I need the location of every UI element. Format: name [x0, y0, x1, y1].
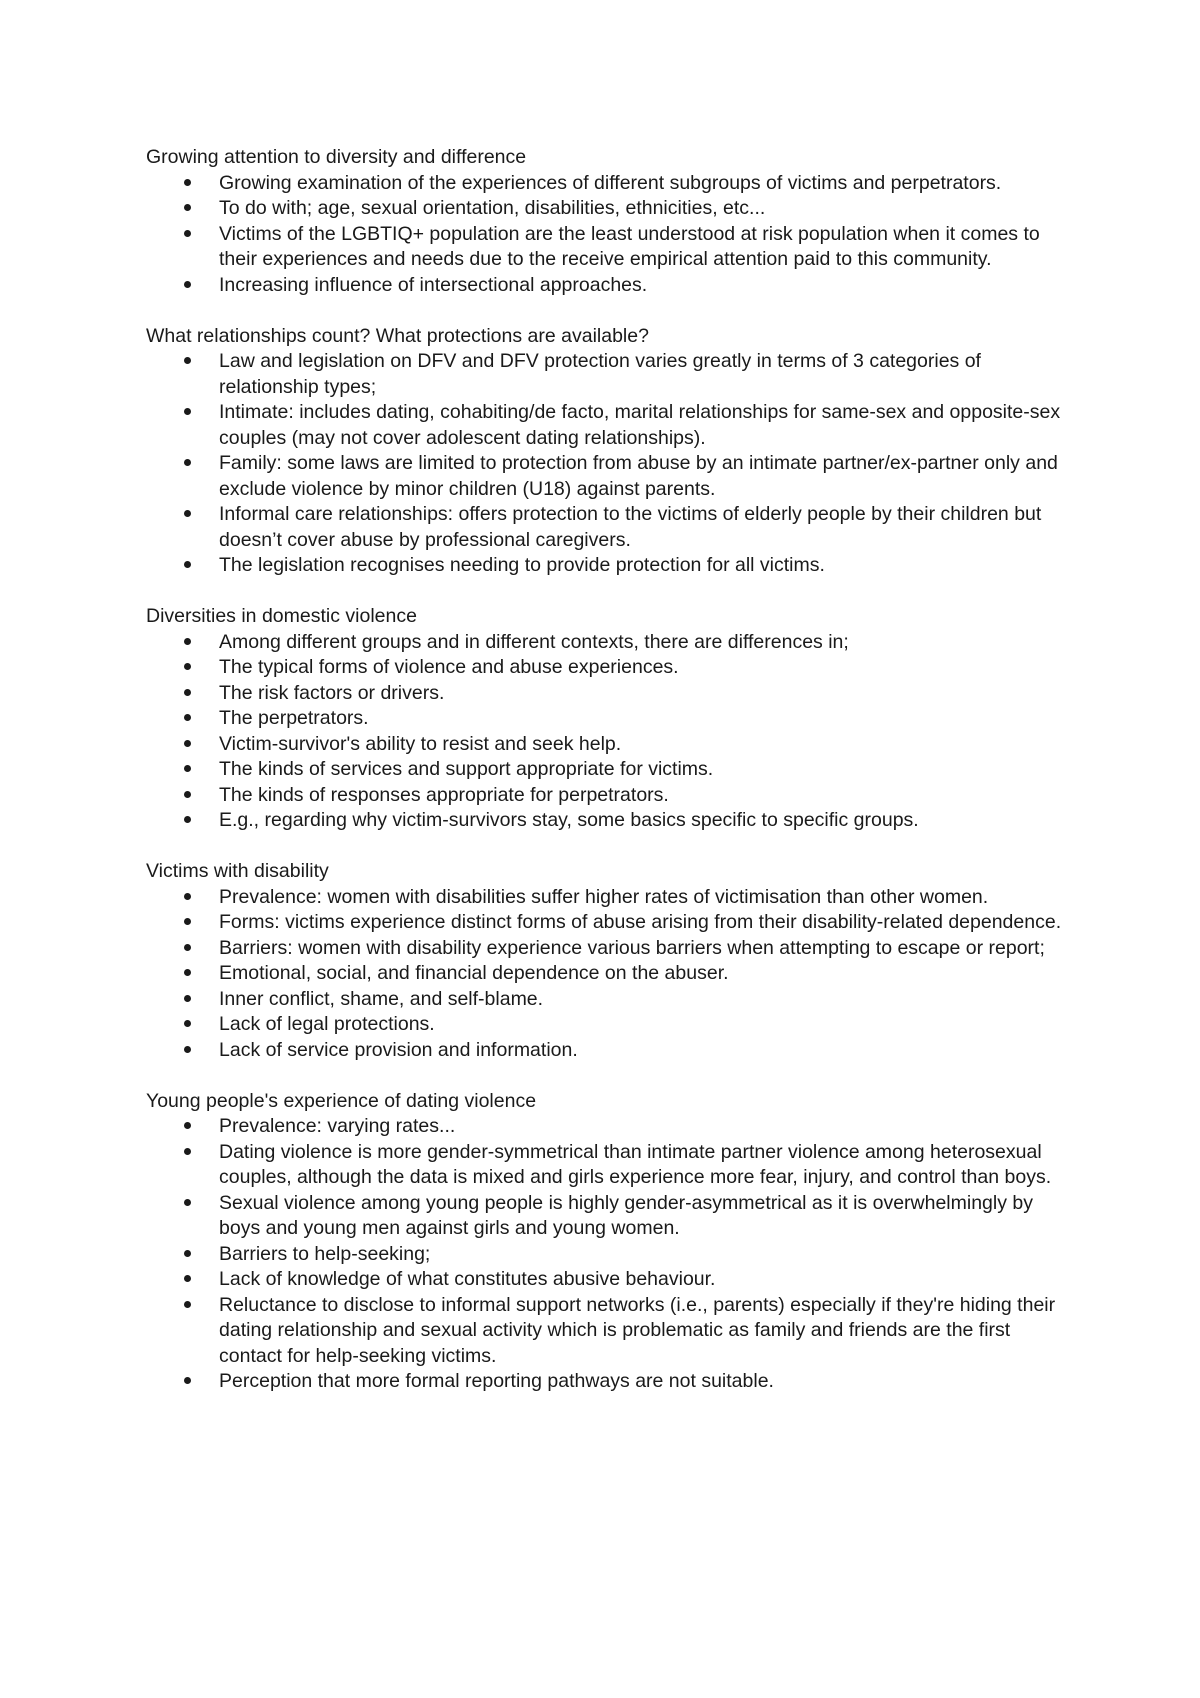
- section-heading: Victims with disability: [146, 860, 329, 882]
- bullet-icon: [184, 357, 191, 364]
- list-item: Prevalence: varying rates...: [219, 1114, 1076, 1140]
- list-item: The legislation recognises needing to provide protection for all victims.: [219, 553, 1076, 579]
- bullet-icon: [184, 816, 191, 823]
- bullet-list: [146, 1114, 1076, 1395]
- list-item: Inner conflict, shame, and self-blame.: [219, 987, 1076, 1013]
- section-disability: [146, 859, 1076, 1063]
- section-heading: Diversities in domestic violence: [146, 605, 417, 627]
- bullet-list: [146, 885, 1076, 1064]
- bullet-icon: [184, 714, 191, 721]
- bullet-icon: [184, 791, 191, 798]
- bullet-icon: [184, 459, 191, 466]
- bullet-icon: [184, 1148, 191, 1155]
- bullet-icon: [184, 1377, 191, 1384]
- bullet-icon: [184, 740, 191, 747]
- section-diversity: [146, 145, 1076, 298]
- bullet-icon: [184, 689, 191, 696]
- document-page: [146, 145, 1076, 1420]
- list-item: Increasing influence of intersectional approaches.: [219, 273, 1076, 299]
- list-item: Victims of the LGBTIQ+ population are the least understood at risk population when it comes to their experiences and needs due to the receive empirical attention paid to this community.: [219, 222, 1076, 273]
- list-item: Dating violence is more gender-symmetrical than intimate partner violence among heterosexual couples, although the data is mixed and girls experience more fear, injury, and control than boys.: [219, 1140, 1076, 1191]
- list-item: Law and legislation on DFV and DFV protection varies greatly in terms of 3 categories of relationship types;: [219, 349, 1076, 400]
- bullet-icon: [184, 1250, 191, 1257]
- section-heading: What relationships count? What protections are available?: [146, 324, 649, 347]
- list-item: The kinds of services and support appropriate for victims.: [219, 757, 1076, 783]
- section-heading: Young people's experience of dating violence: [146, 1089, 537, 1112]
- list-item: Family: some laws are limited to protection from abuse by an intimate partner/ex-partner only and exclude violence by minor children (U18) against parents.: [219, 451, 1076, 502]
- list-item: To do with; age, sexual orientation, disabilities, ethnicities, etc...: [219, 196, 1076, 222]
- list-item: Barriers to help-seeking;: [219, 1242, 1076, 1268]
- bullet-icon: [184, 204, 191, 211]
- list-item: The risk factors or drivers.: [219, 681, 1076, 707]
- list-item: Lack of service provision and information.: [219, 1038, 1076, 1064]
- list-item: Sexual violence among young people is highly gender-asymmetrical as it is overwhelmingly by boys and young men against girls and young women.: [219, 1191, 1076, 1242]
- bullet-icon: [184, 1199, 191, 1206]
- bullet-icon: [184, 179, 191, 186]
- section-heading: Growing attention to diversity and difference: [146, 146, 527, 168]
- list-item: Emotional, social, and financial dependence on the abuser.: [219, 961, 1076, 987]
- bullet-icon: [184, 408, 191, 415]
- list-item: Lack of legal protections.: [219, 1012, 1076, 1038]
- bullet-icon: [184, 1301, 191, 1308]
- section-diversities: [146, 604, 1076, 834]
- section-dating-violence: [146, 1089, 1076, 1395]
- bullet-icon: [184, 893, 191, 900]
- bullet-icon: [184, 510, 191, 517]
- bullet-icon: [184, 1122, 191, 1129]
- list-item: Prevalence: women with disabilities suffer higher rates of victimisation than other women.: [219, 885, 1076, 911]
- bullet-icon: [184, 944, 191, 951]
- bullet-icon: [184, 230, 191, 237]
- bullet-icon: [184, 1275, 191, 1282]
- bullet-list: [146, 349, 1076, 579]
- list-item: Perception that more formal reporting pathways are not suitable.: [219, 1369, 1076, 1395]
- list-item: Reluctance to disclose to informal support networks (i.e., parents) especially if they're hiding their dating relationship and sexual activity which is problematic as family and friends are the first contact for help-seeking victims.: [219, 1293, 1076, 1370]
- list-item: The typical forms of violence and abuse experiences.: [219, 655, 1076, 681]
- bullet-icon: [184, 765, 191, 772]
- list-item: The perpetrators.: [219, 706, 1076, 732]
- list-item: E.g., regarding why victim-survivors stay, some basics specific to specific groups.: [219, 808, 1076, 834]
- list-item: Victim-survivor's ability to resist and seek help.: [219, 732, 1076, 758]
- section-relationships: [146, 324, 1076, 579]
- bullet-icon: [184, 918, 191, 925]
- bullet-icon: [184, 281, 191, 288]
- list-item: Intimate: includes dating, cohabiting/de facto, marital relationships for same-sex and opposite-sex couples (may not cover adolescent dating relationships).: [219, 400, 1076, 451]
- list-item: The kinds of responses appropriate for perpetrators.: [219, 783, 1076, 809]
- list-item: Lack of knowledge of what constitutes abusive behaviour.: [219, 1267, 1076, 1293]
- bullet-icon: [184, 1020, 191, 1027]
- list-item: Forms: victims experience distinct forms of abuse arising from their disability-related dependence.: [219, 910, 1076, 936]
- bullet-icon: [184, 995, 191, 1002]
- list-item: Growing examination of the experiences of different subgroups of victims and perpetrators.: [219, 171, 1076, 197]
- bullet-icon: [184, 969, 191, 976]
- list-item: Informal care relationships: offers protection to the victims of elderly people by their children but doesn’t cover abuse by professional caregivers.: [219, 502, 1076, 553]
- bullet-icon: [184, 561, 191, 568]
- bullet-icon: [184, 1046, 191, 1053]
- bullet-list: [146, 171, 1076, 299]
- list-item: Among different groups and in different contexts, there are differences in;: [219, 630, 1076, 656]
- list-item: Barriers: women with disability experience various barriers when attempting to escape or report;: [219, 936, 1076, 962]
- bullet-icon: [184, 638, 191, 645]
- bullet-list: [146, 630, 1076, 834]
- bullet-icon: [184, 663, 191, 670]
